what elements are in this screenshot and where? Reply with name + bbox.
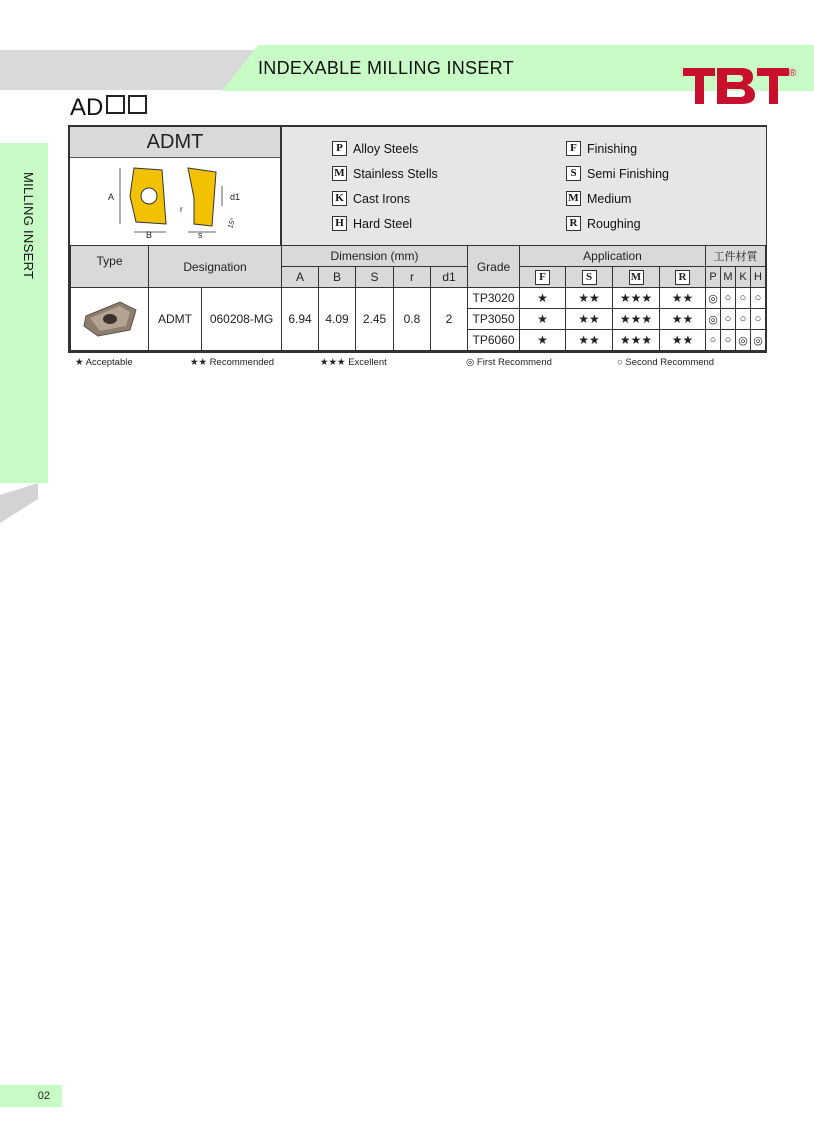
- application-code-box: S: [566, 166, 581, 181]
- grade-name: TP3020: [468, 288, 520, 309]
- dim-r: 0.8: [394, 288, 431, 351]
- insert-drawing: [70, 158, 280, 244]
- wp-rating: ◎: [706, 309, 721, 330]
- app-rating: ★★★: [613, 330, 660, 351]
- app-rating: ★: [520, 288, 566, 309]
- registered-mark: ®: [789, 68, 797, 79]
- application-code-box: F: [566, 141, 581, 156]
- app-col-f: F: [520, 267, 566, 288]
- insert-photo-svg: [80, 296, 140, 340]
- wp-col-k: K: [736, 267, 751, 288]
- material-code-box: K: [332, 191, 347, 206]
- app-rating: ★: [520, 309, 566, 330]
- legend-recommended: ★★ Recommended: [190, 357, 275, 368]
- app-rating: ★: [520, 330, 566, 351]
- tbt-logo: [683, 66, 795, 106]
- dim-col-s: S: [356, 267, 394, 288]
- dim-label-a: A: [108, 192, 115, 202]
- wp-rating: ○: [721, 330, 736, 351]
- app-rating: ★★: [660, 309, 706, 330]
- table-row: [71, 288, 766, 309]
- application-code-box: M: [566, 191, 581, 206]
- dim-col-a: A: [282, 267, 319, 288]
- dim-col-d1: d1: [431, 267, 468, 288]
- placeholder-box: [128, 95, 147, 114]
- application-code-box: R: [566, 216, 581, 231]
- dim-a: 6.94: [282, 288, 319, 351]
- wp-rating: ○: [736, 288, 751, 309]
- placeholder-box: [106, 95, 125, 114]
- app-rating: ★★★: [613, 309, 660, 330]
- wp-rating: ○: [721, 309, 736, 330]
- product-title: ADMT: [70, 127, 280, 158]
- legend-excellent: ★★★ Excellent: [320, 357, 387, 368]
- header-grade: Grade: [468, 246, 520, 288]
- app-col-r: R: [660, 267, 706, 288]
- insert-photo: [71, 288, 149, 351]
- dim-label-s: s: [198, 230, 203, 240]
- wp-rating: ○: [736, 309, 751, 330]
- page-title: INDEXABLE MILLING INSERT: [258, 58, 514, 78]
- application-legend-r: R Roughing: [566, 216, 641, 231]
- wp-rating: ○: [721, 288, 736, 309]
- designation: 060208-MG: [202, 288, 282, 351]
- material-legend-h: H Hard Steel: [332, 216, 412, 231]
- type-code: ADMT: [149, 288, 202, 351]
- wp-col-m: M: [721, 267, 736, 288]
- wp-rating: ◎: [736, 330, 751, 351]
- dim-label-b: B: [146, 230, 153, 240]
- material-legend-p: P Alloy Steels: [332, 141, 418, 156]
- material-legend-m: M Stainless Stells: [332, 166, 438, 181]
- app-col-m: M: [613, 267, 660, 288]
- wp-rating: ○: [751, 288, 766, 309]
- insert-drawing-svg: [70, 158, 280, 244]
- application-legend-f: F Finishing: [566, 141, 637, 156]
- header-workpiece: 工件材質: [706, 246, 766, 267]
- spec-table: [70, 245, 766, 351]
- material-code-box: M: [332, 166, 347, 181]
- app-rating: ★★: [566, 309, 613, 330]
- grade-name: TP3050: [468, 309, 520, 330]
- header-dimension: Dimension (mm): [282, 246, 468, 267]
- app-col-s: S: [566, 267, 613, 288]
- legend-first-recommend: ◎ First Recommend: [466, 357, 552, 368]
- wp-rating: ○: [751, 309, 766, 330]
- dim-label-angle: 15°: [227, 217, 238, 230]
- dim-d1: 2: [431, 288, 468, 351]
- material-code-box: P: [332, 141, 347, 156]
- dim-s: 2.45: [356, 288, 394, 351]
- app-rating: ★★: [566, 288, 613, 309]
- app-rating: ★★: [566, 330, 613, 351]
- wp-col-h: H: [751, 267, 766, 288]
- app-rating: ★★: [660, 288, 706, 309]
- header-designation: Designation: [149, 246, 282, 288]
- legend-area: [282, 127, 766, 245]
- dim-b: 4.09: [319, 288, 356, 351]
- material-legend-k: K Cast Irons: [332, 191, 410, 206]
- wp-col-p: P: [706, 267, 721, 288]
- app-rating: ★★: [660, 330, 706, 351]
- header-type: Type: [71, 246, 149, 288]
- grade-name: TP6060: [468, 330, 520, 351]
- wp-rating: ◎: [751, 330, 766, 351]
- material-code-box: H: [332, 216, 347, 231]
- legend-second-recommend: ○ Second Recommend: [617, 357, 715, 368]
- series-prefix: AD: [70, 94, 104, 121]
- dim-label-r: r: [180, 205, 183, 214]
- dim-col-r: r: [394, 267, 431, 288]
- side-tab-label: MILLING INSERT: [21, 172, 36, 280]
- application-legend-m: M Medium: [566, 191, 631, 206]
- wp-rating: ◎: [706, 288, 721, 309]
- header-application: Application: [520, 246, 706, 267]
- wp-rating: ○: [706, 330, 721, 351]
- app-rating: ★★★: [613, 288, 660, 309]
- side-tab-shadow: [0, 483, 38, 523]
- series-heading: [70, 94, 147, 122]
- dim-label-d1: d1: [230, 192, 241, 202]
- legend-acceptable: ★ Acceptable: [75, 357, 133, 368]
- dim-col-b: B: [319, 267, 356, 288]
- page-number: 02: [0, 1085, 62, 1107]
- application-legend-s: S Semi Finishing: [566, 166, 669, 181]
